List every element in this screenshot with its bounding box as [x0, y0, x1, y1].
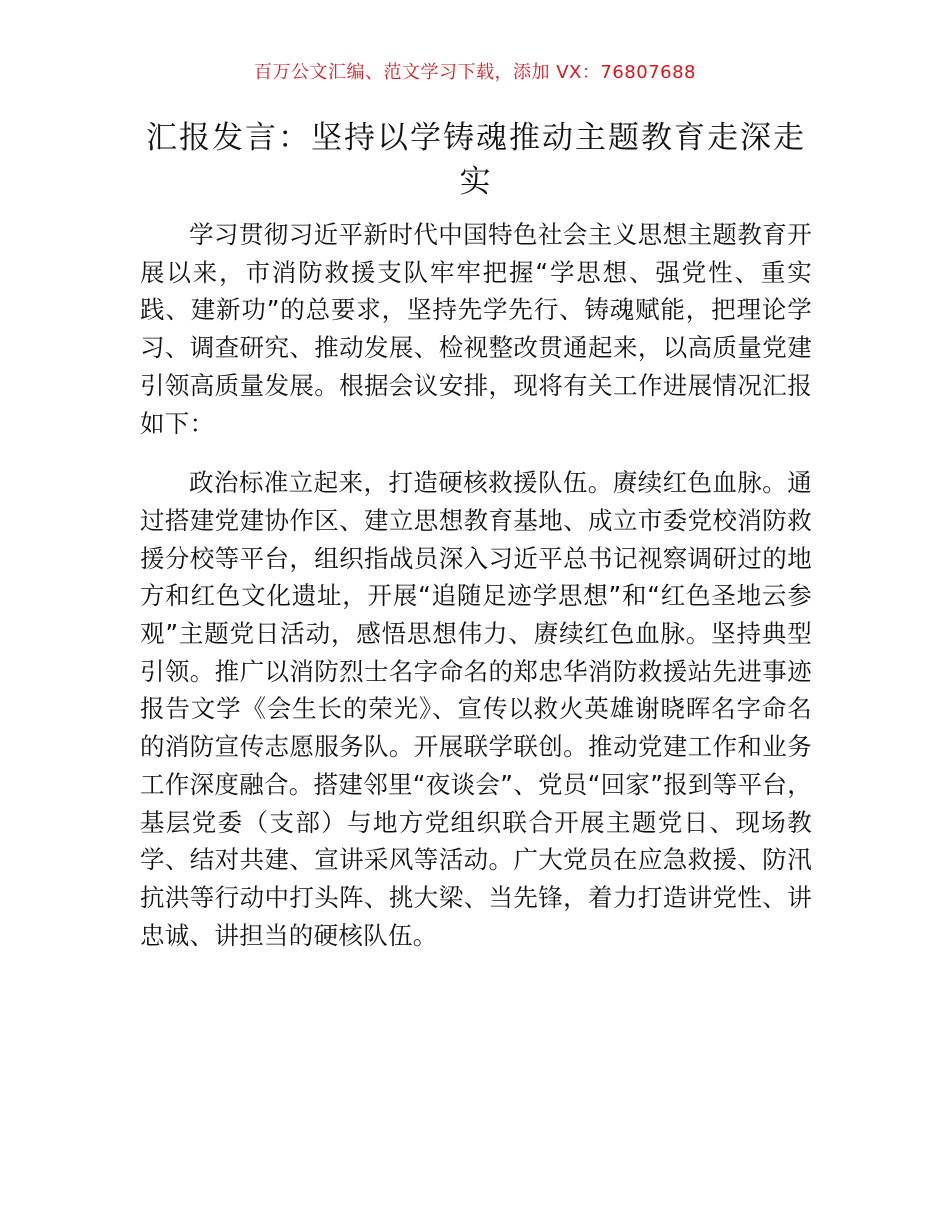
header-watermark-note: 百万公文汇编、范文学习下载，添加 VX：76807688: [254, 62, 696, 83]
document-title: 汇报发言：坚持以学铸魂推动主题教育走深走实: [146, 120, 806, 200]
document-body: [140, 216, 812, 976]
paragraph-political-standard: 政治标准立起来，打造硬核救援队伍。赓续红色血脉。通过搭建党建协作区、建立思想教育基地、成立市委党校消防救援分校等平台，组织指战员深入习近平总书记视察调研过的地方和红色文化遗址，开展“追随足迹学思想”和“红色圣地云参观”主题党日活动，感悟思想伟力、赓续红色血脉。坚持典型引领。推广以消防烈士名字命名的郑忠华消防救援站先进事迹报告文学《会生长的荣光》、宣传以救火英雄谢晓晖名字命名的消防宣传志愿服务队。开展联学联创。推动党建工作和业务工作深度融合。搭建邻里“夜谈会”、党员“回家”报到等平台，基层党委（支部）与地方党组织联合开展主题党日、现场教学、结对共建、宣讲采风等活动。广大党员在应急救援、防汛抗洪等行动中打头阵、挑大梁、当先锋，着力打造讲党性、讲忠诚、讲担当的硬核队伍。: [140, 468, 812, 950]
paragraph-intro: 学习贯彻习近平新时代中国特色社会主义思想主题教育开展以来，市消防救援支队牢牢把握“学思想、强党性、重实践、建新功”的总要求，坚持先学先行、铸魂赋能，把理论学习、调查研究、推动发展、检视整改贯通起来，以高质量党建引领高质量发展。根据会议安排，现将有关工作进展情况汇报如下：: [140, 220, 812, 438]
